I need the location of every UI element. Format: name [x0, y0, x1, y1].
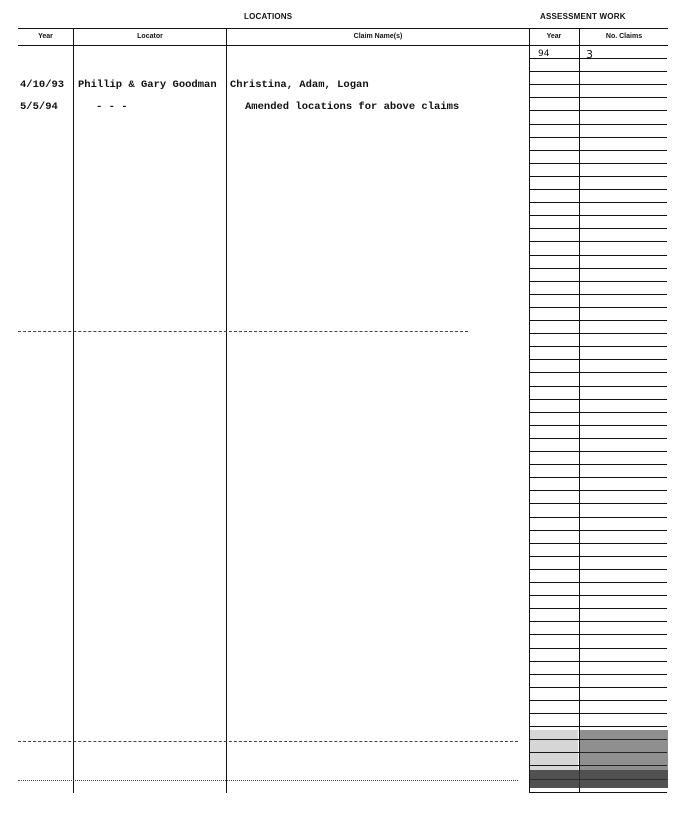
assessment-row-line: [529, 687, 667, 688]
assessment-row-line: [529, 320, 667, 321]
assessment-row-line: [529, 713, 667, 714]
assessment-row-line: [529, 569, 667, 570]
assessment-row-line: [529, 372, 667, 373]
assessment-row-line: [529, 608, 667, 609]
divider-year-locator: [73, 28, 74, 793]
scan-smudge-bottom: [530, 770, 668, 788]
assessment-row-line: [529, 412, 667, 413]
divider-locator-claims: [226, 28, 227, 793]
assessment-row-line: [529, 307, 667, 308]
assessment-row-line: [529, 333, 667, 334]
assessment-row-line: [529, 137, 667, 138]
assessment-row-line: [529, 517, 667, 518]
fold-line-lower: [18, 741, 518, 742]
column-header-locator: Locator: [137, 33, 163, 40]
assessment-row-line: [529, 556, 667, 557]
assessment-row-line: [529, 425, 667, 426]
assessment-row-1-claims: 3: [586, 48, 593, 61]
assessment-row-line: [529, 202, 667, 203]
assessment-row-line: [529, 124, 667, 125]
entry-1-claims: Christina, Adam, Logan: [230, 79, 369, 91]
column-header-aw-year: Year: [546, 33, 562, 40]
assessment-row-line: [529, 346, 667, 347]
assessment-row-line: [529, 582, 667, 583]
entry-1-locator: Phillip & Gary Goodman: [78, 79, 217, 91]
assessment-row-line: [529, 359, 667, 360]
assessment-row-line: [529, 189, 667, 190]
assessment-row-line: [529, 97, 667, 98]
assessment-row-line: [529, 150, 667, 151]
scan-smudge-left: [530, 730, 578, 770]
entry-2-year: 5/5/94: [20, 101, 58, 113]
assessment-row-line: [529, 530, 667, 531]
assessment-row-line: [529, 241, 667, 242]
assessment-row-line: [529, 621, 667, 622]
fold-line-upper: [18, 331, 468, 332]
locations-title: LOCATIONS: [244, 12, 293, 21]
assessment-row-line: [529, 268, 667, 269]
assessment-row-line: [529, 464, 667, 465]
scan-smudge: [580, 730, 668, 770]
assessment-row-line: [529, 726, 667, 727]
header-bottom-rule: [18, 45, 668, 46]
assessment-work-title: ASSESSMENT WORK: [540, 12, 626, 21]
assessment-row-line: [529, 294, 667, 295]
assessment-row-line: [529, 490, 667, 491]
column-header-aw-no-claims: No. Claims: [605, 33, 643, 40]
divider-aw-year-claims: [579, 28, 580, 793]
assessment-row-line: [529, 438, 667, 439]
scan-noise-line: [18, 780, 518, 781]
assessment-row-line: [529, 110, 667, 111]
assessment-row-line: [529, 71, 667, 72]
assessment-row-line: [529, 674, 667, 675]
assessment-row-line: [529, 792, 667, 793]
assessment-row-line: [529, 648, 667, 649]
assessment-row-line: [529, 451, 667, 452]
header-top-rule: [18, 28, 668, 29]
assessment-row-line: [529, 176, 667, 177]
entry-2-claims: Amended locations for above claims: [245, 101, 460, 113]
entry-1-year: 4/10/93: [20, 79, 65, 91]
assessment-row-line: [529, 255, 667, 256]
assessment-row-line: [529, 503, 667, 504]
entry-2-locator: - - -: [96, 101, 128, 113]
assessment-row-line: [529, 700, 667, 701]
assessment-row-line: [529, 215, 667, 216]
assessment-row-line: [529, 58, 667, 59]
assessment-row-line: [529, 228, 667, 229]
assessment-row-line: [529, 661, 667, 662]
assessment-row-line: [529, 634, 667, 635]
assessment-row-line: [529, 477, 667, 478]
divider-claims-assessment: [529, 28, 530, 793]
assessment-row-line: [529, 163, 667, 164]
assessment-row-line: [529, 281, 667, 282]
assessment-row-line: [529, 399, 667, 400]
assessment-row-line: [529, 595, 667, 596]
column-header-year: Year: [38, 33, 53, 40]
assessment-row-line: [529, 84, 667, 85]
assessment-row-line: [529, 386, 667, 387]
assessment-row-1-year: 94: [538, 49, 550, 59]
column-header-claim-names: Claim Name(s): [353, 33, 403, 40]
assessment-row-line: [529, 543, 667, 544]
